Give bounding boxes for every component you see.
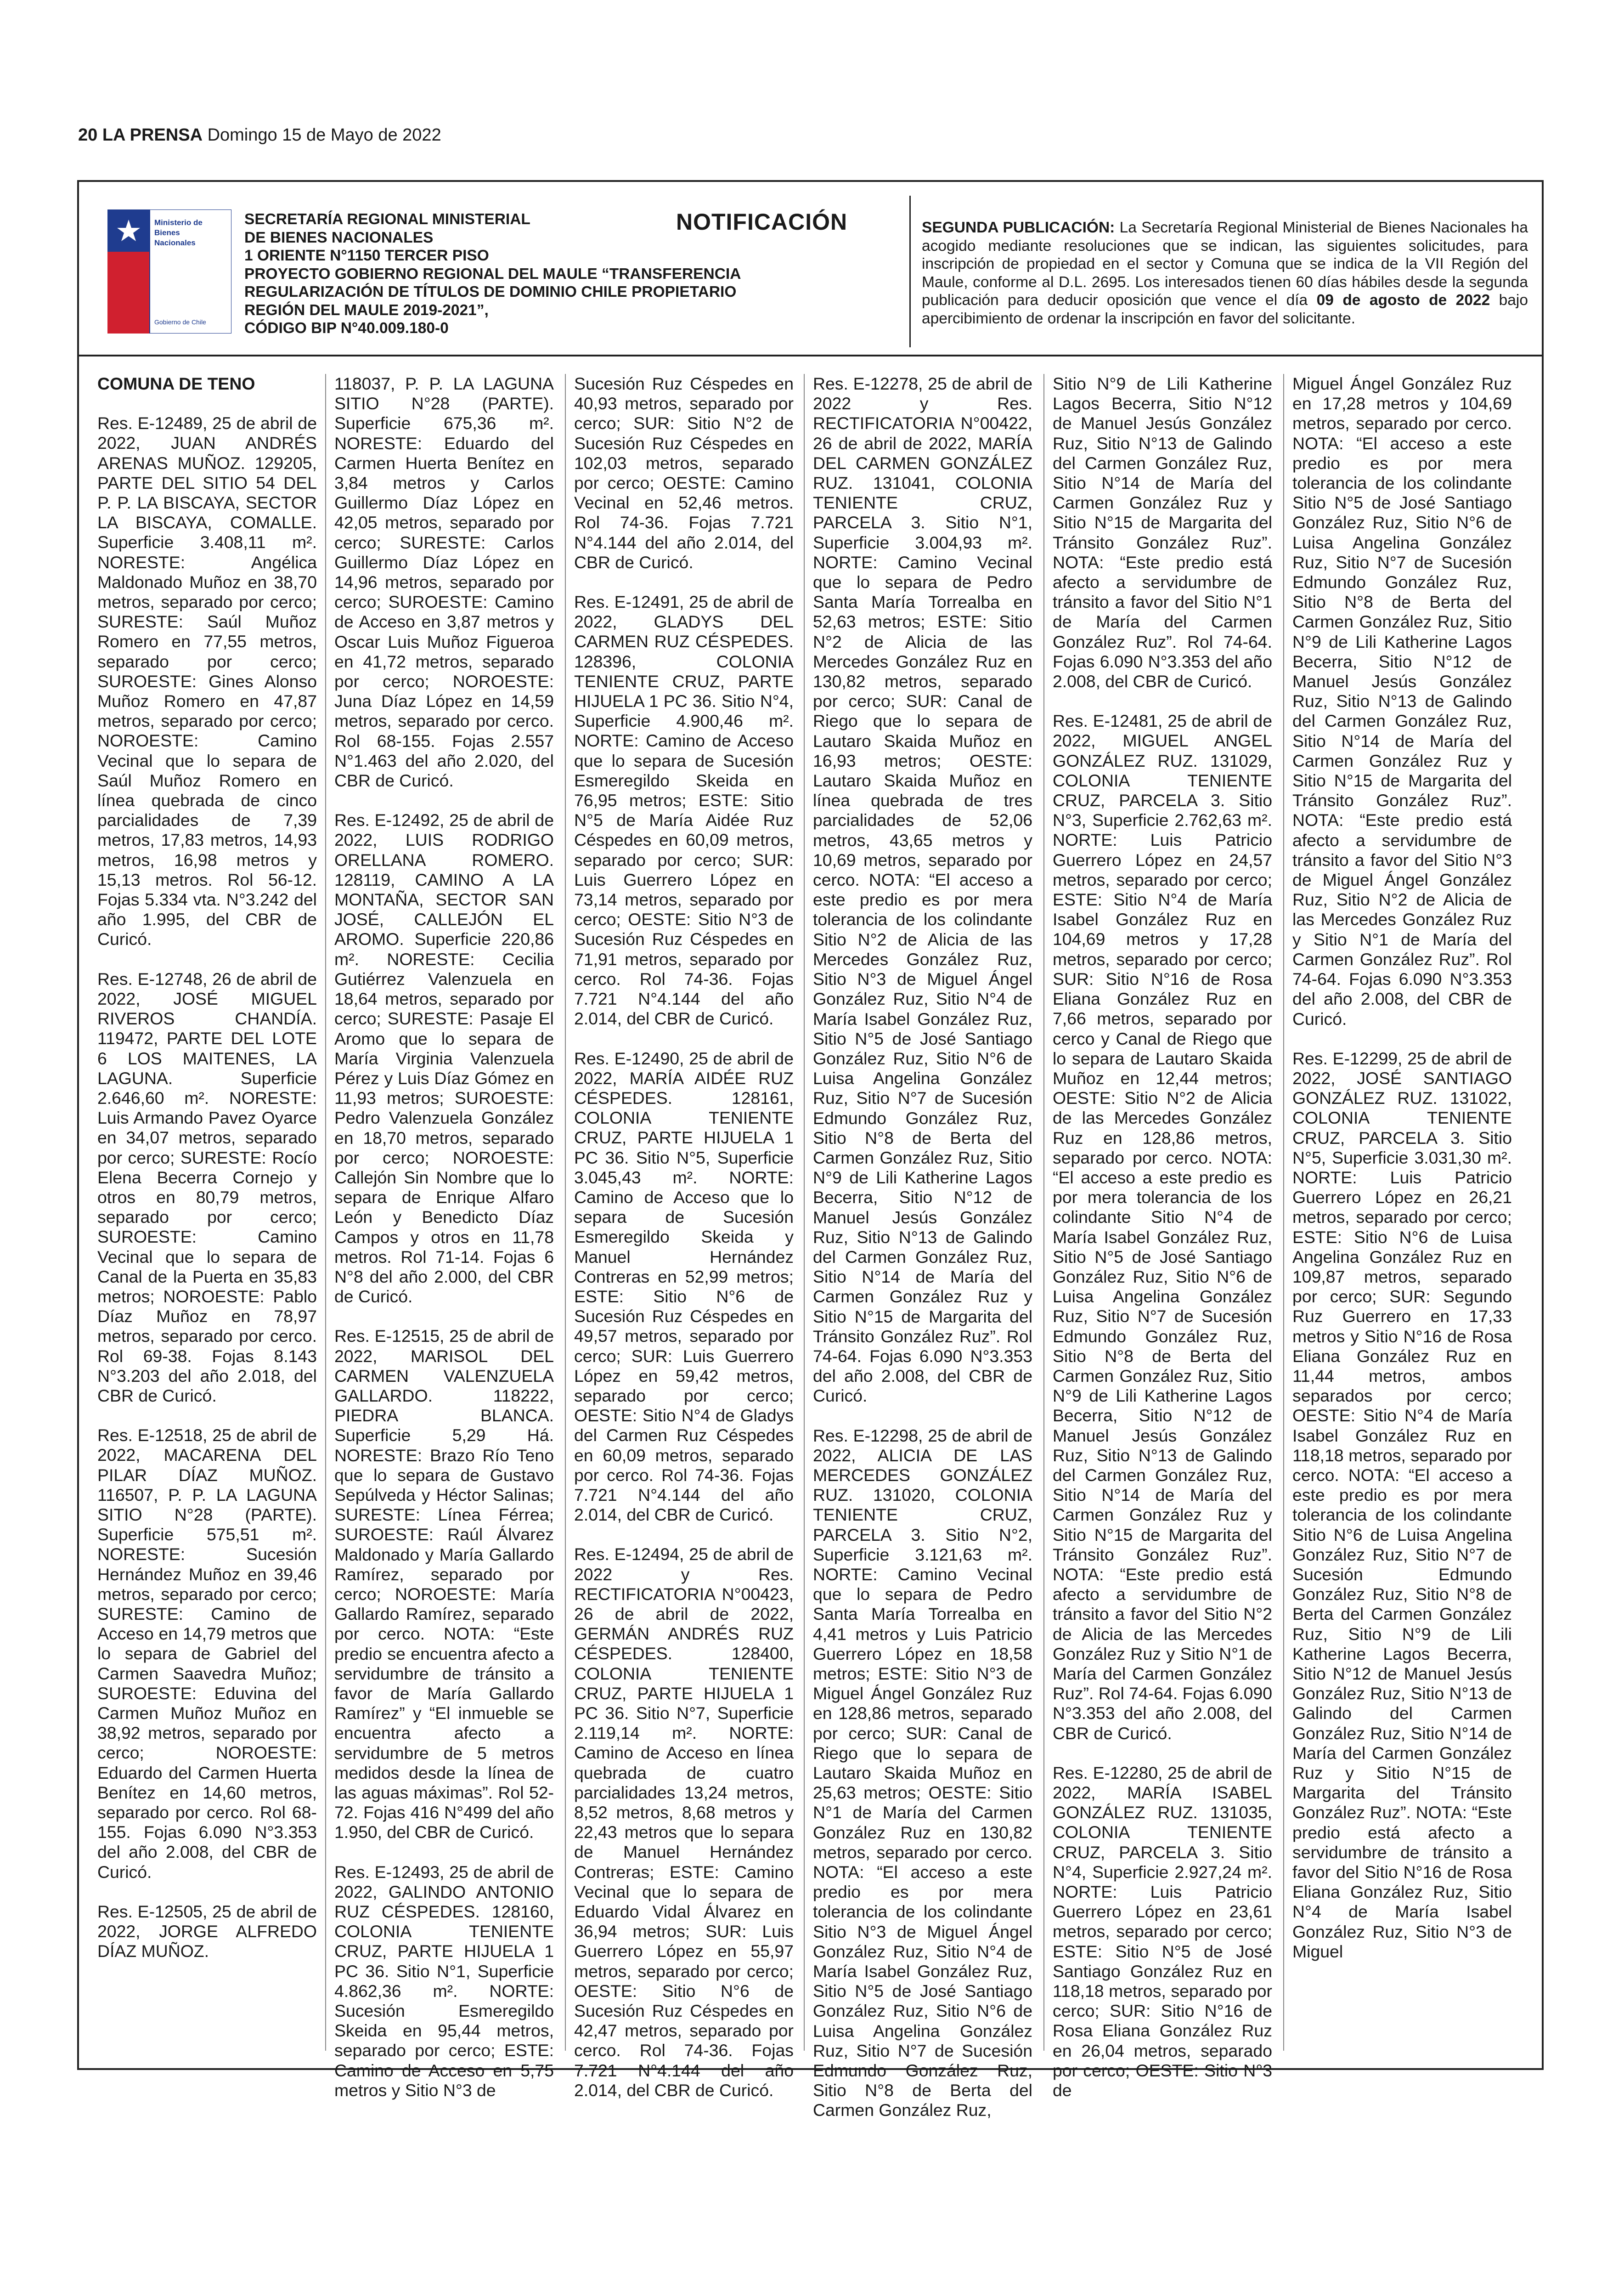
notice-title: NOTIFICACIÓN	[676, 209, 848, 235]
notice-entry: Res. E-12489, 25 de abril de 2022, JUAN ANDRÉS ARENAS MUÑOZ. 129205, PARTE DEL SITIO 54 DEL P. P. LA BISCAYA, SECTOR LA BISCAYA, COMALLE. Superficie 3.408,11 m². NORESTE: Angélica Maldonado Muñoz en 38,70 metros, separado por cerco; SURESTE: Saúl Muñoz Romero en 77,55 metros, separado por cerco; SUROESTE: Gines Alonso Muñoz Romero en 47,87 metros, separado por cerco; NOROESTE: Camino Vecinal que lo separa de Saúl Muñoz Romero en línea quebrada de cinco parcialidades de 7,39 metros, 17,83 metros, 14,93 metros, 16,98 metros y 15,13 metros. Rol 56-12. Fojas 5.334 vta. N°3.242 del año 1.995, del CBR de Curicó.	[97, 413, 317, 949]
notice-entry: Res. E-12491, 25 de abril de 2022, GLADYS DEL CARMEN RUZ CÉSPEDES. 128396, COLONIA TENIENTE CRUZ, PARTE HIJUELA 1 PC 36. Sitio N°4, Superficie 4.900,46 m². NORTE: Camino de Acceso que lo separa de Sucesión Esmeregildo Skeida en 76,95 metros; ESTE: Sitio N°5 de María Aidée Ruz Céspedes en 60,09 metros, separado por cerco; SUR: Luis Guerrero López en 73,14 metros, separado por cerco; OESTE: Sitio N°3 de Sucesión Ruz Céspedes en 71,91 metros, separado por cerco. Rol 74-36. Fojas 7.721 N°4.144 del año 2.014, del CBR de Curicó.	[574, 592, 794, 1029]
edition-date: Domingo 15 de Mayo de 2022	[207, 125, 441, 145]
column-rule	[325, 374, 326, 2051]
notice-entry: 118037, P. P. LA LAGUNA SITIO N°28 (PARTE). Superficie 675,36 m². NORESTE: Eduardo del Carmen Huerta Benítez en 3,84 metros y Carlos Guillermo Díaz López en 42,05 metros, separado por cerco; SURESTE: Carlos Guillermo Díaz López en 14,96 metros, separado por cerco; SUROESTE: Camino de Acceso en 3,87 metros y Oscar Luis Muñoz Figueroa en 41,72 metros, separado por cerco; NOROESTE: Juna Díaz López en 14,59 metros, separado por cerco. Rol 68-155. Fojas 2.557 N°1.463 del año 2.020, del CBR de Curicó.	[334, 374, 554, 791]
column-rule	[1043, 374, 1044, 2051]
text-column	[813, 374, 1032, 2140]
deadline-date: 09 de agosto de 2022	[1316, 292, 1490, 309]
text-column	[97, 374, 317, 1981]
section-heading: COMUNA DE TENO	[97, 374, 255, 393]
notice-entry: Res. E-12490, 25 de abril de 2022, MARÍA AIDÉE RUZ CÉSPEDES. 128161, COLONIA TENIENTE CRUZ, PARTE HIJUELA 1 PC 36. Sitio N°5, Superficie 3.045,43 m². NORTE: Camino de Acceso que lo separa de Sucesión Esmeregildo Skeida y Manuel Hernández Contreras en 52,99 metros; ESTE: Sitio N°6 de Sucesión Ruz Céspedes en 49,57 metros, separado por cerco; SUR: Luis Guerrero López en 59,42 metros, separado por cerco; OESTE: Sitio N°4 de Gladys del Carmen Ruz Céspedes en 60,09 metros, separado por cerco. Rol 74-36. Fojas 7.721 N°4.144 del año 2.014, del CBR de Curicó.	[574, 1048, 794, 1525]
newspaper-name: LA PRENSA	[102, 125, 203, 145]
text-column	[1292, 374, 1512, 1981]
notice-entry: Sucesión Ruz Céspedes en 40,93 metros, separado por cerco; SUR: Sitio N°2 de Sucesión Ruz Céspedes en 102,03 metros, separado por cerco; OESTE: Camino Vecinal en 52,46 metros. Rol 74-36. Fojas 7.721 N°4.144 del año 2.014, del CBR de Curicó.	[574, 374, 794, 572]
notice-entry: Res. E-12505, 25 de abril de 2022, JORGE ALFREDO DÍAZ MUÑOZ.	[97, 1901, 317, 1961]
notice-entry: Res. E-12515, 25 de abril de 2022, MARISOL DEL CARMEN VALENZUELA GALLARDO. 118222, PIEDRA BLANCA. Superficie 5,29 Há. NORESTE: Brazo Río Teno que lo separa de Gustavo Sepúlveda y Héctor Salinas; SURESTE: Línea Férrea; SUROESTE: Raúl Álvarez Maldonado y María Gallardo Ramírez, separado por cerco; NOROESTE: María Gallardo Ramírez, separado por cerco. NOTA: “Este predio se encuentra afecto a servidumbre de tránsito a favor de María Gallardo Ramírez” y “El inmueble se encuentra afecto a servidumbre de 5 metros medidos desde la línea de las aguas máximas”. Rol 52-72. Fojas 416 N°499 del año 1.950, del CBR de Curicó.	[334, 1326, 554, 1842]
issuer-details: SECRETARÍA REGIONAL MINISTERIAL DE BIENES NACIONALES 1 ORIENTE N°1150 TERCER PISO PROYECTO GOBIERNO REGIONAL DEL MAULE “TRANSFERENCIA REGULARIZACIÓN DE TÍTULOS DE DOMINIO CHILE PROPIETARIO REGIÓN DEL MAULE 2019-2021”, CÓDIGO BIP N°40.009.180-0	[244, 211, 741, 337]
page-folio	[78, 125, 441, 145]
logo-bottom: Gobierno de Chile	[154, 318, 206, 326]
notice-entry: Res. E-12481, 25 de abril de 2022, MIGUEL ANGEL GONZÁLEZ RUZ. 131029, COLONIA TENIENTE CRUZ, PARCELA 3. Sitio N°3, Superficie 2.762,63 m². NORTE: Luis Patricio Guerrero López en 24,57 metros, separado por cerco; ESTE: Sitio N°4 de María Isabel González Ruz en 104,69 metros y 17,28 metros, separado por cerco; SUR: Sitio N°16 de Rosa Eliana González Ruz en 7,66 metros, separado por cerco y Canal de Riego que lo separa de Lautaro Skaida Muñoz en 12,44 metros; OESTE: Sitio N°2 de Alicia de las Mercedes González Ruz en 128,86 metros, separado por cerco. NOTA: “El acceso a este predio es por mera tolerancia de los colindante Sitio N°4 de María Isabel González Ruz, Sitio N°5 de José Santiago González Ruz, Sitio N°6 de Luisa Angelina González Ruz, Sitio N°7 de Sucesión Edmundo González Ruz, Sitio N°8 de Berta del Carmen González Ruz, Sitio N°9 de Lili Katherine Lagos Becerra, Sitio N°12 de Manuel Jesús González Ruz, Sitio N°13 de Galindo del Carmen González Ruz, Sitio N°14 de María del Carmen González Ruz y Sitio N°15 de Margarita del Tránsito González Ruz”. NOTA: “Este predio está afecto a servidumbre de tránsito a favor del Sitio N°2 de Alicia de las Mercedes González Ruz y Sitio N°1 de María del Carmen González Ruz”. Rol 74-64. Fojas 6.090 N°3.353 del año 2.008, del CBR de Curicó.	[1053, 711, 1273, 1743]
notice-entry: Res. E-12492, 25 de abril de 2022, LUIS RODRIGO ORELLANA ROMERO. 128119, CAMINO A LA MONTAÑA, SECTOR SAN JOSÉ, CALLEJÓN EL AROMO. Superficie 220,86 m². NORESTE: Cecilia Gutiérrez Valenzuela en 18,64 metros, separado por cerco; SURESTE: Pasaje El Aromo que lo separa de María Virginia Valenzuela Pérez y Luis Díaz Gómez en 11,93 metros; SUROESTE: Pedro Valenzuela González en 18,70 metros, separado por cerco; NOROESTE: Callejón Sin Nombre que lo separa de Enrique Alfaro León y Benedicto Díaz Campos y otros en 11,78 metros. Rol 71-14. Fojas 6 N°8 del año 2.000, del CBR de Curicó.	[334, 810, 554, 1306]
column-rule	[1283, 374, 1284, 2051]
notice-entry: Sitio N°9 de Lili Katherine Lagos Becerra, Sitio N°12 de Manuel Jesús González Ruz, Sitio N°13 de Galindo del Carmen González Ruz, Sitio N°14 de María del Carmen González Ruz y Sitio N°15 de Margarita del Tránsito González Ruz”. NOTA: “Este predio está afecto a servidumbre de tránsito a favor del Sitio N°1 de María del Carmen González Ruz”. Rol 74-64. Fojas 6.090 N°3.353 del año 2.008, del CBR de Curicó.	[1053, 374, 1272, 691]
logo-line-3: Nacionales	[154, 238, 196, 247]
logo-line-1: Ministerio de	[154, 218, 203, 227]
notice-header	[79, 182, 1542, 356]
notice-entry: Res. E-12748, 26 de abril de 2022, JOSÉ MIGUEL RIVEROS CHANDÍA. 119472, PARTE DEL LOTE 6 LOS MAITENES, LA LAGUNA. Superficie 2.646,60 m². NORESTE: Luis Armando Pavez Oyarce en 34,07 metros, separado por cerco; SURESTE: Rocío Elena Becerra Cornejo y otros en 80,79 metros, separado por cerco; SUROESTE: Camino Vecinal que lo separa de Canal de la Puerta en 35,83 metros; NOROESTE: Pablo Díaz Muñoz en 78,97 metros, separado por cerco. Rol 69-38. Fojas 8.143 N°3.203 del año 2.018, del CBR de Curicó.	[97, 969, 317, 1405]
publication-end: bajo apercibimiento de ordenar la inscripción en favor del solicitante.	[922, 292, 1528, 327]
publication-text: La Secretaría Regional Ministerial de Bienes Nacionales ha acogido mediante resoluciones que se indican, las siguientes solicitudes, para inscripción de propiedad en el sector y Comuna que se indica de la VII Región del Maule, conforme al D.L. 2695. Los interesados tienen 60 días hábiles desde la segunda publicación para deducir oposición que vence el día	[922, 219, 1528, 309]
notice-entry: Res. E-12280, 25 de abril de 2022, MARÍA ISABEL GONZÁLEZ RUZ. 131035, COLONIA TENIENTE CRUZ, PARCELA 3. Sitio N°4, Superficie 2.927,24 m². NORTE: Luis Patricio Guerrero López en 23,61 metros, separado por cerco; ESTE: Sitio N°5 de José Santiago González Ruz en 118,18 metros, separado por cerco; SUR: Sitio N°16 de Rosa Eliana González Ruz en 26,04 metros, separado por cerco; OESTE: Sitio N°3 de	[1053, 1763, 1272, 2100]
text-column	[334, 374, 554, 2120]
notice-entry: Res. E-12518, 25 de abril de 2022, MACARENA DEL PILAR DÍAZ MUÑOZ. 116507, P. P. LA LAGUNA SITIO N°28 (PARTE). Superficie 575,51 m². NORESTE: Sucesión Hernández Muñoz en 39,46 metros, separado por cerco; SURESTE: Camino de Acceso en 14,79 metros que lo separa de Gabriel del Carmen Saavedra Muñoz; SUROESTE: Eduvina del Carmen Muñoz Muñoz en 38,92 metros, separado por cerco; NOROESTE: Eduardo del Carmen Huerta Benítez en 14,60 metros, separado por cerco. Rol 68-155. Fojas 6.090 N°3.353 del año 2.008, del CBR de Curicó.	[97, 1425, 317, 1882]
ministry-logo	[107, 209, 231, 334]
publication-notice	[922, 219, 1528, 328]
notice-entry: Res. E-12299, 25 de abril de 2022, JOSÉ SANTIAGO GONZÁLEZ RUZ. 131022, COLONIA TENIENTE CRUZ, PARCELA 3. Sitio N°5, Superficie 3.031,30 m². NORTE: Luis Patricio Guerrero López en 26,21 metros, separado por cerco; ESTE: Sitio N°6 de Luisa Angelina González Ruz en 109,87 metros, separado por cerco; SUR: Segundo Ruz Guerrero en 17,33 metros y Sitio N°16 de Rosa Eliana González Ruz en 11,44 metros, ambos separados por cerco; OESTE: Sitio N°4 de María Isabel González Ruz en 118,18 metros, separado por cerco. NOTA: “El acceso a este predio es por mera tolerancia de los colindante Sitio N°6 de Luisa Angelina González Ruz, Sitio N°7 de Sucesión Edmundo González Ruz, Sitio N°8 de Berta del Carmen González Ruz, Sitio N°9 de Lili Katherine Lagos Becerra, Sitio N°12 de Manuel Jesús González Ruz, Sitio N°13 de Galindo del Carmen González Ruz, Sitio N°14 de María del Carmen González Ruz y Sitio N°15 de Margarita del Tránsito González Ruz”. NOTA: “Este predio está afecto a servidumbre de tránsito a favor del Sitio N°16 de Rosa Eliana González Ruz, Sitio N°4 de María Isabel González Ruz, Sitio N°3 de Miguel	[1292, 1048, 1512, 1961]
logo-line-2: Bienes	[154, 228, 180, 237]
notice-entry: Miguel Ángel González Ruz en 17,28 metros y 104,69 metros, separado por cerco. NOTA: “El acceso a este predio es por mera tolerancia de los colindante Sitio N°5 de José Santiago González Ruz, Sitio N°6 de Luisa Angelina González Ruz, Sitio N°7 de Sucesión Edmundo González Ruz, Sitio N°8 de Berta del Carmen González Ruz, Sitio N°9 de Lili Katherine Lagos Becerra, Sitio N°12 de Manuel Jesús González Ruz, Sitio N°13 de Galindo del Carmen González Ruz, Sitio N°14 de María del Carmen González Ruz y Sitio N°15 de Margarita del Tránsito González Ruz”. NOTA: “Este predio está afecto a servidumbre de tránsito a favor del Sitio N°3 de Miguel Ángel González Ruz, Sitio N°2 de Alicia de las Mercedes González Ruz y Sitio N°1 de María del Carmen González Ruz”. Rol 74-64. Fojas 6.090 N°3.353 del año 2.008, del CBR de Curicó.	[1292, 374, 1512, 1029]
notice-box	[77, 180, 1544, 2120]
chile-government-emblem-icon	[107, 209, 231, 334]
notice-entry: Res. E-12494, 25 de abril de 2022 y Res. RECTIFICATORIA N°00423, 26 de abril de 2022, GERMÁN ANDRÉS RUZ CÉSPEDES. 128400, COLONIA TENIENTE CRUZ, PARTE HIJUELA 1 PC 36. Sitio N°7, Superficie 2.119,14 m². NORTE: Camino de Acceso en línea quebrada de cuatro parcialidades 13,24 metros, 8,52 metros, 8,68 metros y 22,43 metros que lo separa de Manuel Hernández Contreras; ESTE: Camino Vecinal que lo separa de Eduardo Vidal Álvarez en 36,94 metros; SUR: Luis Guerrero López en 55,97 metros, separado por cerco; OESTE: Sitio N°6 de Sucesión Ruz Céspedes en 42,47 metros, separado por cerco. Rol 74-36. Fojas 7.721 N°4.144 del año 2.014, del CBR de Curicó.	[574, 1544, 794, 2100]
column-rule	[804, 374, 805, 2051]
notice-entry: Res. E-12298, 25 de abril de 2022, ALICIA DE LAS MERCEDES GONZÁLEZ RUZ. 131020, COLONIA TENIENTE CRUZ, PARCELA 3. Sitio N°2, Superficie 3.121,63 m². NORTE: Camino Vecinal que lo separa de Pedro Santa María Torrealba en 4,41 metros y Luis Patricio Guerrero López en 18,58 metros; ESTE: Sitio N°3 de Miguel Ángel González Ruz en 128,86 metros, separado por cerco; SUR: Canal de Riego que lo separa de Lautaro Skaida Muñoz en 25,63 metros; OESTE: Sitio N°1 de María del Carmen González Ruz en 130,82 metros, separado por cerco. NOTA: “El acceso a este predio es por mera tolerancia de los colindante Sitio N°3 de Miguel Ángel González Ruz, Sitio N°4 de María Isabel González Ruz, Sitio N°5 de José Santiago González Ruz, Sitio N°6 de Luisa Angelina González Ruz, Sitio N°7 de Sucesión Edmundo González Ruz, Sitio N°8 de Berta del Carmen González Ruz,	[813, 1425, 1032, 2120]
page-number: 20	[78, 125, 98, 145]
notice-entry: Res. E-12278, 25 de abril de 2022 y Res. RECTIFICATORIA N°00422, 26 de abril de 2022, MARÍA DEL CARMEN GONZÁLEZ RUZ. 131041, COLONIA TENIENTE CRUZ, PARCELA 3. Sitio N°1, Superficie 3.004,93 m². NORTE: Camino Vecinal que lo separa de Pedro Santa María Torrealba en 52,63 metros; ESTE: Sitio N°2 de Alicia de las Mercedes González Ruz en 130,82 metros, separado por cerco; SUR: Canal de Riego que lo separa de Lautaro Skaida Muñoz en 16,93 metros; OESTE: Lautaro Skaida Muñoz en línea quebrada de tres parcialidades de 52,06 metros, 43,65 metros y 10,69 metros, separado por cerco. NOTA: “El acceso a este predio es por mera tolerancia de los colindante Sitio N°2 de Alicia de las Mercedes González Ruz, Sitio N°3 de Miguel Ángel González Ruz, Sitio N°4 de María Isabel González Ruz, Sitio N°5 de José Santiago González Ruz, Sitio N°6 de Luisa Angelina González Ruz, Sitio N°7 de Sucesión Edmundo González Ruz, Sitio N°8 de Berta del Carmen González Ruz, Sitio N°9 de Lili Katherine Lagos Becerra, Sitio N°12 de Manuel Jesús González Ruz, Sitio N°13 de Galindo del Carmen González Ruz, Sitio N°14 de María del Carmen González Ruz y Sitio N°15 de Margarita del Tránsito González Ruz”. Rol 74-64. Fojas 6.090 N°3.353 del año 2.008, del CBR de Curicó.	[813, 374, 1032, 1406]
text-column	[1053, 374, 1272, 2120]
header-divider	[909, 196, 911, 347]
notice-entry: Res. E-12493, 25 de abril de 2022, GALINDO ANTONIO RUZ CÉSPEDES. 128160, COLONIA TENIENTE CRUZ, PARTE HIJUELA 1 PC 36. Sitio N°1, Superficie 4.862,36 m². NORTE: Sucesión Esmeregildo Skeida en 95,44 metros, separado por cerco; ESTE: Camino de Acceso en 5,75 metros y Sitio N°3 de	[334, 1862, 554, 2100]
publication-label: SEGUNDA PUBLICACIÓN:	[922, 219, 1115, 236]
text-column	[574, 374, 794, 2120]
column-rule	[565, 374, 566, 2051]
